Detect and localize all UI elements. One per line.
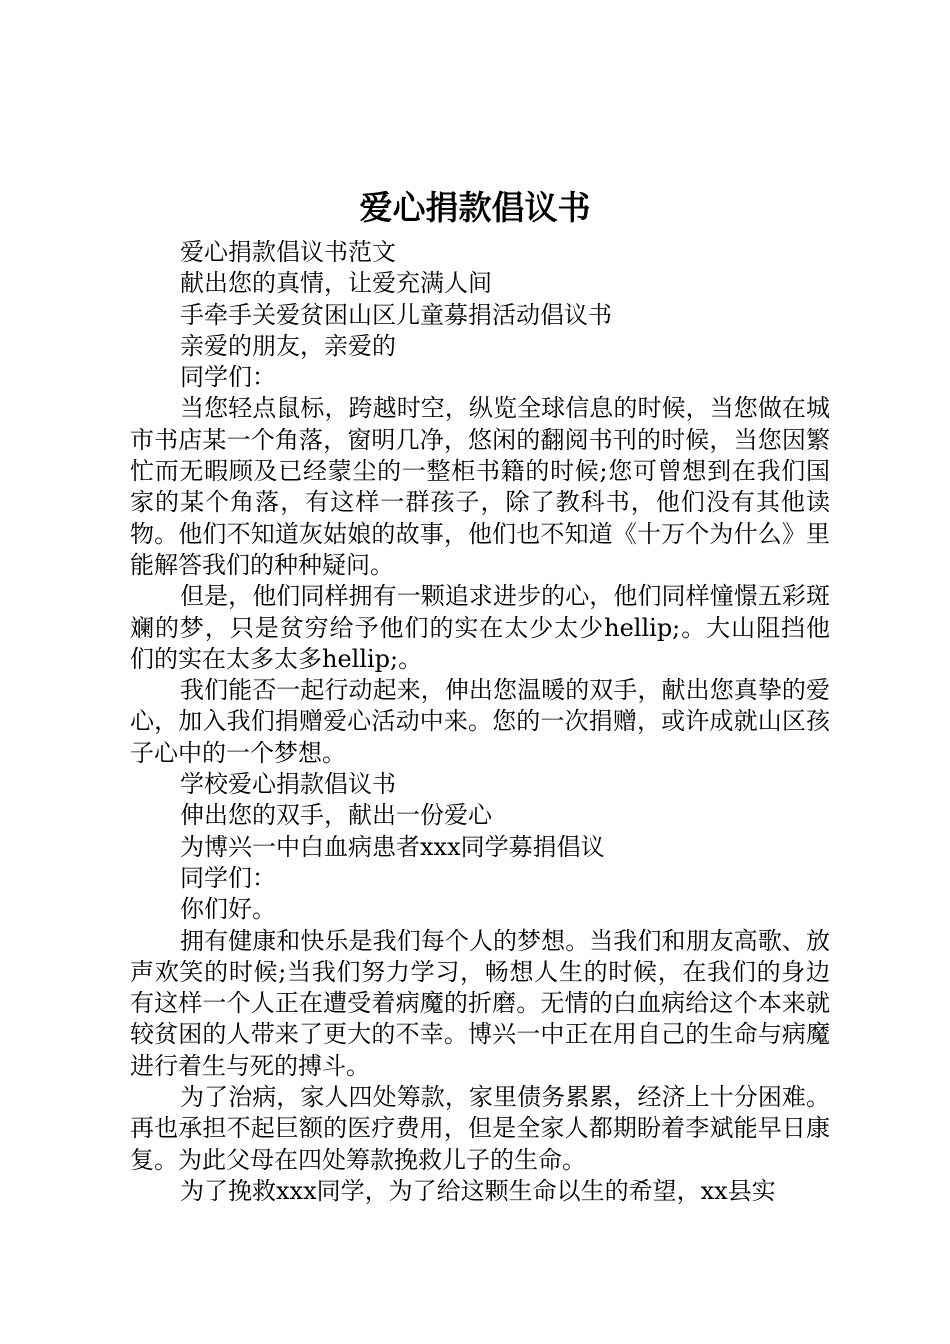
paragraph: 学校爱心捐款倡议书 bbox=[180, 770, 396, 799]
paragraph: 为了挽救xxx同学，为了给这颗生命以生的希望，xx县实 bbox=[180, 1176, 776, 1205]
paragraph: 为了治病，家人四处筹款，家里债务累累，经济上十分困难。再也承担不起巨额的医疗费用，但是全家人都期盼着李斌能早日康复。为此父母在四处筹款挽救儿子的生命。 bbox=[130, 1083, 830, 1174]
paragraph: 爱心捐款倡议书范文 bbox=[180, 238, 396, 266]
paragraph: 献出您的真情，让爱充满人间 bbox=[180, 269, 492, 298]
document-body bbox=[130, 237, 830, 1207]
paragraph: 同学们： bbox=[180, 863, 276, 892]
paragraph: 你们好。 bbox=[180, 895, 276, 924]
paragraph: 亲爱的朋友，亲爱的 bbox=[180, 331, 396, 360]
document-title: 爱心捐款倡议书 bbox=[359, 188, 591, 227]
paragraph: 当您轻点鼠标，跨越时空，纵览全球信息的时候，当您做在城市书店某一个角落，窗明几净，悠闲的翻阅书刊的时候，当您因繁忙而无暇顾及已经蒙尘的一整柜书籍的时候;您可曾想到在我们国家的某个角落，有这样一群孩子，除了教科书，他们没有其他读物。他们不知道灰姑娘的故事，他们也不知道《十万个为什么》里能解答我们的种种疑问。 bbox=[130, 394, 830, 579]
paragraph: 伸出您的双手，献出一份爱心 bbox=[180, 801, 492, 830]
paragraph: 拥有健康和快乐是我们每个人的梦想。当我们和朋友高歌、放声欢笑的时候;当我们努力学习，畅想人生的时候，在我们的身边有这样一个人正在遭受着病魔的折磨。无情的白血病给这个本来就较贫困的人带来了更大的不幸。博兴一中正在用自己的生命与病魔进行着生与死的搏斗。 bbox=[130, 926, 830, 1080]
paragraph: 我们能否一起行动起来，伸出您温暖的双手，献出您真挚的爱心，加入我们捐赠爱心活动中来。您的一次捐赠，或许成就山区孩子心中的一个梦想。 bbox=[130, 676, 830, 767]
paragraph: 但是，他们同样拥有一颗追求进步的心，他们同样憧憬五彩斑斓的梦，只是贫穷给予他们的实在太少太少hellip;。大山阻挡他们的实在太多太多hellip;。 bbox=[130, 582, 830, 673]
paragraph: 同学们： bbox=[180, 363, 276, 392]
paragraph: 为博兴一中白血病患者xxx同学募捐倡议 bbox=[180, 832, 605, 861]
paragraph: 手牵手关爱贫困山区儿童募捐活动倡议书 bbox=[180, 300, 612, 329]
